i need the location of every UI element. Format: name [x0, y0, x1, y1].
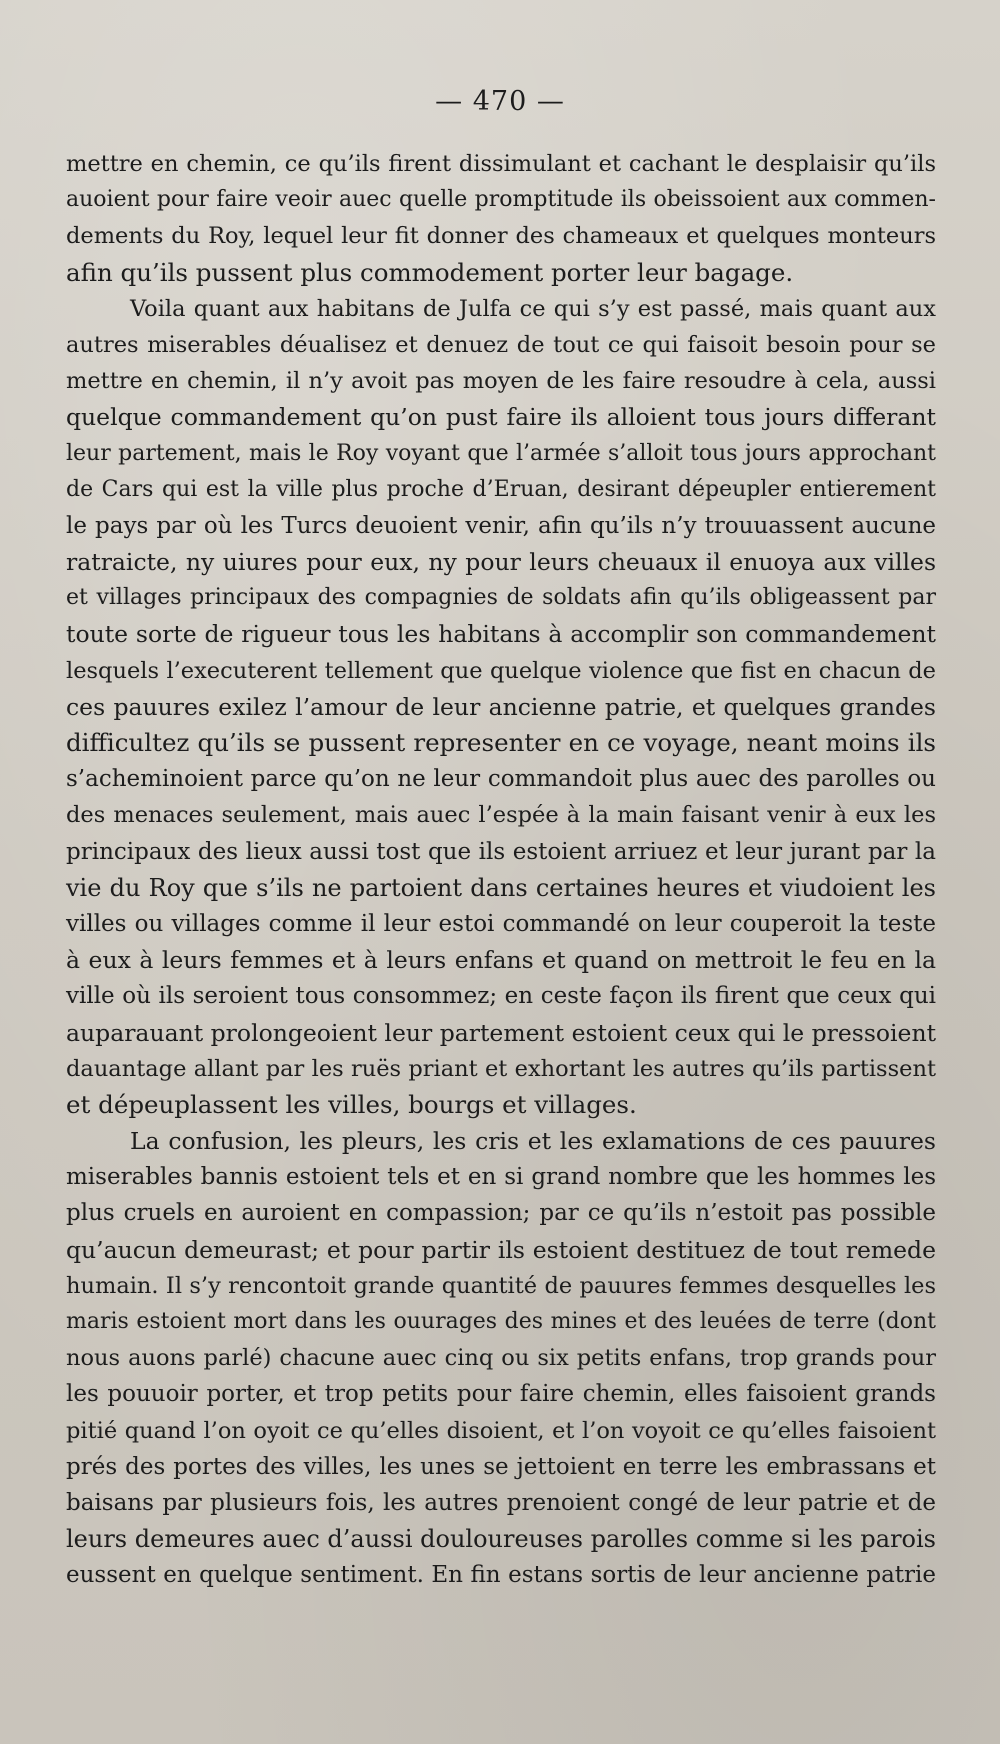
text-line: à eux à leurs femmes et à leurs enfans et quand on mettroit le feu en la — [66, 946, 936, 975]
text-line: autres miserables déualisez et denuez de tout ce qui faisoit besoin pour se — [66, 331, 936, 358]
text-line: afin qu’ils pussent plus commodement porter leur bagage. — [66, 257, 794, 287]
body-text — [66, 146, 936, 1594]
text-line: mettre en chemin, ce qu’ils firent dissimulant et cachant le desplaisir qu’ils — [66, 151, 936, 177]
text-line: lesquels l’executerent tellement que quelque violence que fist en chacun de — [66, 657, 936, 684]
text-line: toute sorte de rigueur tous les habitans à accomplir son commandement — [66, 620, 936, 649]
text-line: ville où ils seroient tous consommez; en ceste façon ils firent que ceux qui — [66, 983, 936, 1010]
paragraph-first-line: La confusion, les pleurs, les cris et les exlamations de ces pauures — [130, 1127, 936, 1156]
text-line: difficultez qu’ils se pussent representer en ce voyage, neant moins ils — [66, 728, 936, 757]
text-line: mettre en chemin, il n’y avoit pas moyen de les faire resoudre à cela, aussi — [66, 368, 936, 395]
text-line: prés des portes des villes, les unes se jettoient en terre les embrassans et — [66, 1453, 936, 1480]
text-line: les pouuoir porter, et trop petits pour faire chemin, elles faisoient grands — [66, 1381, 936, 1408]
page-number: — 470 — — [435, 86, 565, 117]
paragraph-first-line: Voila quant aux habitans de Julfa ce qui s’y est passé, mais quant aux — [130, 295, 936, 322]
text-line: de Cars qui est la ville plus proche d’Eruan, desirant dépeupler entierement — [66, 476, 936, 502]
text-line: plus cruels en auroient en compassion; par ce qu’ils n’estoit pas possible — [66, 1200, 936, 1227]
text-line: ratraicte, ny uiures pour eux, ny pour leurs cheuaux il enuoya aux villes — [66, 548, 936, 577]
text-line: le pays par où les Turcs deuoient venir, afin qu’ils n’y trouuassent aucune — [66, 512, 936, 539]
text-line: et villages principaux des compagnies de soldats afin qu’ils obligeassent par — [66, 585, 936, 611]
text-line: principaux des lieux aussi tost que ils estoient arriuez et leur jurant par la — [66, 838, 936, 865]
text-line: eussent en quelque sentiment. En fin estans sortis de leur ancienne patrie — [66, 1562, 936, 1589]
text-line: humain. Il s’y rencontoit grande quantité de pauures femmes desquelles les — [66, 1272, 936, 1299]
text-line: dauantage allant par les ruës priant et exhortant les autres qu’ils partissent — [66, 1055, 936, 1082]
text-line: et dépeuplassent les villes, bourgs et villages. — [66, 1089, 637, 1119]
text-line: s’acheminoient parce qu’on ne leur commandoit plus auec des parolles ou — [66, 766, 936, 793]
text-line: leur partement, mais le Roy voyant que l’armée s’alloit tous jours approchant — [66, 440, 936, 466]
text-line: auoient pour faire veoir auec quelle promptitude ils obeissoient aux commen- — [66, 187, 936, 213]
text-line: ces pauures exilez l’amour de leur ancienne patrie, et quelques grandes — [66, 692, 936, 721]
text-line: vie du Roy que s’ils ne partoient dans certaines heures et viudoient les — [66, 873, 936, 902]
text-line: miserables bannis estoient tels et en si grand nombre que les hommes les — [66, 1164, 936, 1191]
text-line: leurs demeures auec d’aussi douloureuses parolles comme si les parois — [66, 1525, 936, 1554]
text-line: auparauant prolongeoient leur partement estoient ceux qui le pressoient — [66, 1018, 937, 1047]
text-line: dements du Roy, lequel leur fit donner des chameaux et quelques monteurs — [66, 223, 936, 250]
text-line: nous auons parlé) chacune auec cinq ou six petits enfans, trop grands pour — [66, 1345, 936, 1372]
text-line: villes ou villages comme il leur estoi commandé on leur couperoit la teste — [66, 910, 936, 937]
text-line: quelque commandement qu’on pust faire ils alloient tous jours differant — [66, 403, 936, 432]
text-line: qu’aucun demeurast; et pour partir ils estoient destituez de tout remede — [66, 1235, 936, 1264]
text-line: des menaces seulement, mais auec l’espée à la main faisant venir à eux les — [66, 802, 936, 829]
text-line: maris estoient mort dans les ouurages des mines et des leuées de terre (dont — [66, 1309, 936, 1334]
text-line: pitié quand l’on oyoit ce qu’elles disoient, et l’on voyoit ce qu’elles faisoient — [66, 1417, 936, 1444]
text-line: baisans par plusieurs fois, les autres prenoient congé de leur patrie et de — [66, 1489, 936, 1516]
